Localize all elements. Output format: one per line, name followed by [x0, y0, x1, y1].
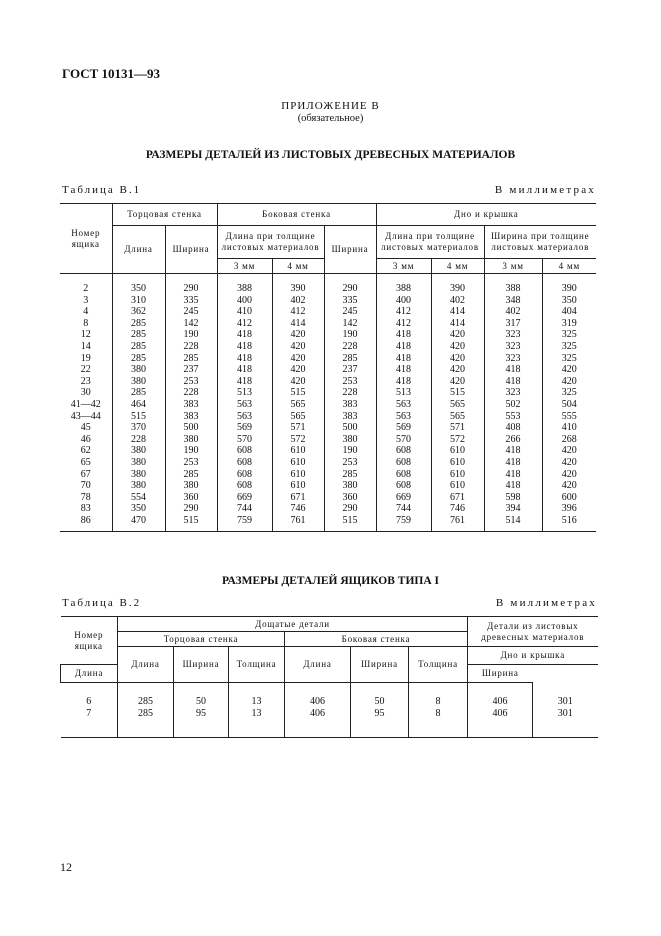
row-number-cell: 19 [80, 352, 91, 364]
table-cell: 228 [165, 341, 217, 353]
table-cell: 563 [217, 411, 272, 423]
table-cell: 759 [217, 515, 272, 532]
table-cell: 390 [272, 274, 324, 295]
header-side-length-thickness: Длина при толщине листовых материалов [217, 226, 324, 259]
table-cell: 285 [324, 353, 376, 365]
table1-caption: Таблица В.1 [62, 184, 142, 196]
table-cell: 13 [229, 708, 285, 738]
table-cell: 418 [484, 469, 542, 481]
table-cell: 406 [285, 708, 351, 738]
appendix-title: ПРИЛОЖЕНИЕ В [281, 100, 380, 112]
table-row [60, 341, 596, 353]
table-cell: 388 [484, 274, 542, 295]
table-cell: 95 [351, 708, 409, 738]
table-cell: 420 [431, 376, 484, 388]
table-cell: 317 [484, 318, 542, 330]
table-cell: 759 [376, 515, 431, 532]
table-cell: 335 [324, 295, 376, 307]
table-cell: 348 [484, 295, 542, 307]
t2-header-bottom-length: Длина [61, 665, 118, 683]
table-cell: 190 [165, 445, 217, 457]
table-row [60, 295, 596, 307]
table-cell: 418 [376, 341, 431, 353]
header-bottom-width-4mm: 4 мм [542, 259, 596, 274]
row-number-cell: 78 [80, 491, 91, 503]
table-cell: 50 [351, 683, 409, 709]
table-cell: 746 [431, 503, 484, 515]
header-end-length: Длина [112, 226, 165, 274]
table-cell: 380 [324, 480, 376, 492]
table-cell: 418 [217, 329, 272, 341]
table-cell: 470 [112, 515, 165, 532]
table-cell: 418 [217, 353, 272, 365]
table-row [60, 469, 596, 481]
row-number-cell: 70 [80, 480, 91, 492]
table-cell: 420 [542, 480, 596, 492]
table-cell: 412 [217, 318, 272, 330]
t2-header-board-parts: Дощатые детали [118, 617, 468, 632]
table-cell: 400 [376, 295, 431, 307]
table-cell: 571 [272, 422, 324, 434]
header-bottom-length-4mm: 4 мм [431, 259, 484, 274]
table-cell: 761 [431, 515, 484, 532]
table-row [60, 329, 596, 341]
table-cell: 394 [484, 503, 542, 515]
table-cell: 228 [165, 387, 217, 399]
table-cell: 285 [112, 353, 165, 365]
table-cell: 380 [324, 434, 376, 446]
section2-title: РАЗМЕРЫ ДЕТАЛЕЙ ЯЩИКОВ ТИПА I [221, 575, 440, 587]
table-cell: 245 [165, 306, 217, 318]
table-cell: 598 [484, 492, 542, 504]
table-cell: 500 [165, 422, 217, 434]
row-number-cell: 7 [86, 708, 92, 720]
table-cell: 228 [324, 341, 376, 353]
table-cell: 285 [324, 469, 376, 481]
table-cell: 572 [272, 434, 324, 446]
table-cell: 608 [376, 445, 431, 457]
table-cell: 515 [112, 411, 165, 423]
table-cell: 350 [112, 274, 165, 295]
table-row [60, 306, 596, 318]
table-cell: 50 [174, 683, 229, 709]
table-cell: 608 [376, 480, 431, 492]
table-cell: 290 [324, 503, 376, 515]
table-cell: 669 [376, 492, 431, 504]
table-row [60, 411, 596, 423]
table-cell: 746 [272, 503, 324, 515]
header-bottom-length-thickness: Длина при толщине листовых материалов [376, 226, 484, 259]
table-cell: 420 [542, 445, 596, 457]
row-number-cell: 3 [83, 294, 89, 306]
table-cell: 285 [118, 683, 174, 709]
table-cell: 380 [112, 364, 165, 376]
table-cell: 420 [431, 353, 484, 365]
table-cell: 290 [165, 274, 217, 295]
table-cell: 563 [376, 411, 431, 423]
table-row [61, 708, 598, 738]
table-cell: 380 [165, 480, 217, 492]
table-row [60, 445, 596, 457]
table-cell: 418 [217, 341, 272, 353]
table-cell: 237 [324, 364, 376, 376]
table-cell: 761 [272, 515, 324, 532]
table-cell: 301 [533, 708, 598, 738]
table-cell: 290 [165, 503, 217, 515]
table-cell: 388 [376, 274, 431, 295]
table-cell: 610 [431, 480, 484, 492]
row-number-cell: 30 [80, 387, 91, 399]
table-cell: 319 [542, 318, 596, 330]
table-row [60, 376, 596, 388]
table-row [60, 387, 596, 399]
table-cell: 237 [165, 364, 217, 376]
table-cell: 610 [272, 469, 324, 481]
table-cell: 253 [165, 376, 217, 388]
t2-header-side-length: Длина [285, 647, 351, 683]
table-cell: 420 [431, 341, 484, 353]
table-cell: 408 [484, 422, 542, 434]
table-cell: 323 [484, 387, 542, 399]
table-cell: 228 [112, 434, 165, 446]
table-cell: 420 [542, 457, 596, 469]
row-number-cell: 41—42 [70, 398, 101, 410]
table-cell: 572 [431, 434, 484, 446]
table-cell: 610 [272, 457, 324, 469]
table-cell: 325 [542, 353, 596, 365]
table-cell: 500 [324, 422, 376, 434]
table-cell: 514 [484, 515, 542, 532]
table-cell: 513 [376, 387, 431, 399]
table-cell: 301 [533, 683, 598, 709]
t2-header-sheet-parts: Детали из листовых древесных материалов [468, 617, 598, 647]
table-b2 [60, 616, 598, 738]
table-cell: 502 [484, 399, 542, 411]
table-cell: 569 [217, 422, 272, 434]
row-number-cell: 23 [80, 375, 91, 387]
table2-units: В миллиметрах [495, 597, 597, 609]
table-cell: 565 [272, 411, 324, 423]
table-cell: 406 [468, 683, 533, 709]
table-cell: 418 [376, 353, 431, 365]
header-end-wall: Торцовая стенка [112, 204, 217, 226]
table-cell: 420 [272, 376, 324, 388]
table-cell: 390 [542, 274, 596, 295]
table-cell: 420 [272, 364, 324, 376]
table-cell: 228 [324, 387, 376, 399]
table-cell: 268 [542, 434, 596, 446]
table-cell: 669 [217, 492, 272, 504]
table-cell: 610 [272, 445, 324, 457]
table-cell: 610 [431, 469, 484, 481]
table-cell: 420 [272, 353, 324, 365]
table-cell: 565 [431, 411, 484, 423]
t2-header-end-thickness: Толщина [229, 647, 285, 683]
table-cell: 402 [431, 295, 484, 307]
header-side-3mm: 3 мм [217, 259, 272, 274]
table-cell: 671 [431, 492, 484, 504]
table-cell: 404 [542, 306, 596, 318]
table-row [60, 492, 596, 504]
table-cell: 553 [484, 411, 542, 423]
table-cell: 402 [272, 295, 324, 307]
table-cell: 420 [542, 364, 596, 376]
row-number-cell: 46 [80, 433, 91, 445]
row-number-cell: 86 [80, 514, 91, 526]
row-number-cell: 83 [80, 503, 91, 515]
table-cell: 554 [112, 492, 165, 504]
table-cell: 420 [542, 376, 596, 388]
table-cell: 285 [112, 387, 165, 399]
table-cell: 464 [112, 399, 165, 411]
table-row [60, 434, 596, 446]
header-side-width: Ширина [324, 226, 376, 274]
table-cell: 608 [217, 469, 272, 481]
t2-header-bottom-width: Ширина [468, 665, 533, 683]
table-cell: 310 [112, 295, 165, 307]
table-cell: 610 [431, 445, 484, 457]
table-cell: 412 [272, 306, 324, 318]
table-cell: 362 [112, 306, 165, 318]
table-cell: 600 [542, 492, 596, 504]
row-number-cell: 6 [86, 696, 92, 708]
header-bottom-length-3mm: 3 мм [376, 259, 431, 274]
row-number-cell: 65 [80, 456, 91, 468]
table-cell: 608 [376, 457, 431, 469]
table-cell: 388 [217, 274, 272, 295]
appendix-subtitle: (обязательное) [297, 113, 364, 124]
table-cell: 610 [272, 480, 324, 492]
table-cell: 253 [324, 376, 376, 388]
table-cell: 285 [118, 708, 174, 738]
table-cell: 266 [484, 434, 542, 446]
table-cell: 420 [431, 329, 484, 341]
row-number-cell: 8 [83, 317, 89, 329]
table-cell: 570 [217, 434, 272, 446]
t2-header-side-width: Ширина [351, 647, 409, 683]
table-cell: 383 [165, 411, 217, 423]
table-cell: 515 [272, 387, 324, 399]
table-cell: 418 [217, 376, 272, 388]
table-cell: 414 [431, 306, 484, 318]
table-cell: 95 [174, 708, 229, 738]
table-cell: 190 [324, 445, 376, 457]
table-cell: 571 [431, 422, 484, 434]
table-row [60, 318, 596, 330]
header-bottom-lid: Дно и крышка [376, 204, 596, 226]
table-cell: 504 [542, 399, 596, 411]
table-cell: 418 [484, 457, 542, 469]
header-end-width: Ширина [165, 226, 217, 274]
table-cell: 335 [165, 295, 217, 307]
table-cell: 608 [376, 469, 431, 481]
header-bottom-width-thickness: Ширина при толщине листовых материалов [484, 226, 596, 259]
table-cell: 380 [112, 480, 165, 492]
header-side-wall: Боковая стенка [217, 204, 376, 226]
table-cell: 8 [409, 708, 468, 738]
table-cell: 380 [165, 434, 217, 446]
row-number-cell: 45 [80, 422, 91, 434]
table-row [60, 503, 596, 515]
table-cell: 396 [542, 503, 596, 515]
table-cell: 412 [376, 318, 431, 330]
table-cell: 418 [484, 480, 542, 492]
table-cell: 253 [324, 457, 376, 469]
table-cell: 420 [431, 364, 484, 376]
table-cell: 418 [484, 376, 542, 388]
table-cell: 610 [431, 457, 484, 469]
table-cell: 360 [165, 492, 217, 504]
table-cell: 410 [217, 306, 272, 318]
table-cell: 418 [376, 364, 431, 376]
header-number: Номер ящика [60, 204, 112, 274]
table-row [60, 422, 596, 434]
table-cell: 350 [542, 295, 596, 307]
table-cell: 513 [217, 387, 272, 399]
table-cell: 418 [484, 364, 542, 376]
t2-header-end-width: Ширина [174, 647, 229, 683]
row-number-cell: 12 [80, 329, 91, 341]
table-cell: 383 [324, 411, 376, 423]
table-cell: 744 [217, 503, 272, 515]
table-cell: 516 [542, 515, 596, 532]
table-cell: 325 [542, 329, 596, 341]
header-bottom-width-3mm: 3 мм [484, 259, 542, 274]
t2-header-bottom-lid: Дно и крышка [468, 647, 598, 665]
table-cell: 608 [217, 457, 272, 469]
table-cell: 350 [112, 503, 165, 515]
table-cell: 420 [542, 469, 596, 481]
table-row [60, 457, 596, 469]
table-cell: 400 [217, 295, 272, 307]
row-number-cell: 43—44 [70, 410, 101, 422]
table-cell: 190 [324, 329, 376, 341]
table-cell: 608 [217, 480, 272, 492]
table-cell: 325 [542, 341, 596, 353]
table1-units: В миллиметрах [494, 184, 596, 196]
header-side-4mm: 4 мм [272, 259, 324, 274]
table-cell: 563 [376, 399, 431, 411]
table-cell: 420 [272, 341, 324, 353]
table-cell: 515 [431, 387, 484, 399]
standard-number: ГОСТ 10131—93 [62, 66, 161, 81]
table-cell: 414 [431, 318, 484, 330]
table-cell: 8 [409, 683, 468, 709]
table-cell: 402 [484, 306, 542, 318]
table-cell: 323 [484, 341, 542, 353]
table-cell: 414 [272, 318, 324, 330]
table-cell: 671 [272, 492, 324, 504]
table-cell: 380 [112, 469, 165, 481]
table-cell: 142 [165, 318, 217, 330]
row-number-cell: 4 [83, 306, 89, 318]
table-row [60, 364, 596, 376]
t2-header-end-wall: Торцовая стенка [118, 632, 285, 647]
table-row [60, 353, 596, 365]
row-number-cell: 62 [80, 445, 91, 457]
table-cell: 418 [484, 445, 542, 457]
row-number-cell: 22 [80, 364, 91, 376]
t2-header-end-length: Длина [118, 647, 174, 683]
table-row [61, 683, 598, 709]
table-cell: 418 [376, 329, 431, 341]
table-cell: 190 [165, 329, 217, 341]
table-cell: 390 [431, 274, 484, 295]
table-cell: 290 [324, 274, 376, 295]
table-cell: 142 [324, 318, 376, 330]
table-cell: 569 [376, 422, 431, 434]
row-number-cell: 14 [80, 341, 91, 353]
table-cell: 570 [376, 434, 431, 446]
table-cell: 323 [484, 329, 542, 341]
t2-header-side-thickness: Толщина [409, 647, 468, 683]
table-cell: 383 [165, 399, 217, 411]
table-cell: 418 [217, 364, 272, 376]
page-number: 12 [60, 860, 72, 874]
table-cell: 253 [165, 457, 217, 469]
table-row [60, 515, 596, 532]
section1-title: РАЗМЕРЫ ДЕТАЛЕЙ ИЗ ЛИСТОВЫХ ДРЕВЕСНЫХ МАТЕРИАЛОВ [145, 149, 516, 161]
table-cell: 410 [542, 422, 596, 434]
table-cell: 565 [431, 399, 484, 411]
table-cell: 406 [468, 708, 533, 738]
table-cell: 285 [112, 318, 165, 330]
table-row [60, 274, 596, 295]
row-number-cell: 67 [80, 468, 91, 480]
t2-header-side-wall: Боковая стенка [285, 632, 468, 647]
table-cell: 515 [165, 515, 217, 532]
table-cell: 608 [217, 445, 272, 457]
table-cell: 515 [324, 515, 376, 532]
table-cell: 325 [542, 387, 596, 399]
table-b1 [60, 203, 596, 532]
table-cell: 245 [324, 306, 376, 318]
table-cell: 406 [285, 683, 351, 709]
table-cell: 380 [112, 457, 165, 469]
t2-header-number: Номер ящика [61, 617, 118, 665]
table-cell: 285 [165, 469, 217, 481]
table-cell: 418 [376, 376, 431, 388]
table-cell: 360 [324, 492, 376, 504]
table-cell: 412 [376, 306, 431, 318]
table2-caption: Таблица В.2 [62, 597, 142, 609]
table-cell: 420 [272, 329, 324, 341]
table-cell: 370 [112, 422, 165, 434]
table-cell: 323 [484, 353, 542, 365]
table-cell: 285 [165, 353, 217, 365]
table-cell: 285 [112, 341, 165, 353]
table-cell: 563 [217, 399, 272, 411]
table-cell: 285 [112, 329, 165, 341]
table-cell: 380 [112, 376, 165, 388]
table-row [60, 399, 596, 411]
table-row [60, 480, 596, 492]
table-cell: 555 [542, 411, 596, 423]
table-cell: 383 [324, 399, 376, 411]
table-cell: 13 [229, 683, 285, 709]
row-number-cell: 2 [83, 283, 89, 295]
table-cell: 565 [272, 399, 324, 411]
table-cell: 380 [112, 445, 165, 457]
table-cell: 744 [376, 503, 431, 515]
